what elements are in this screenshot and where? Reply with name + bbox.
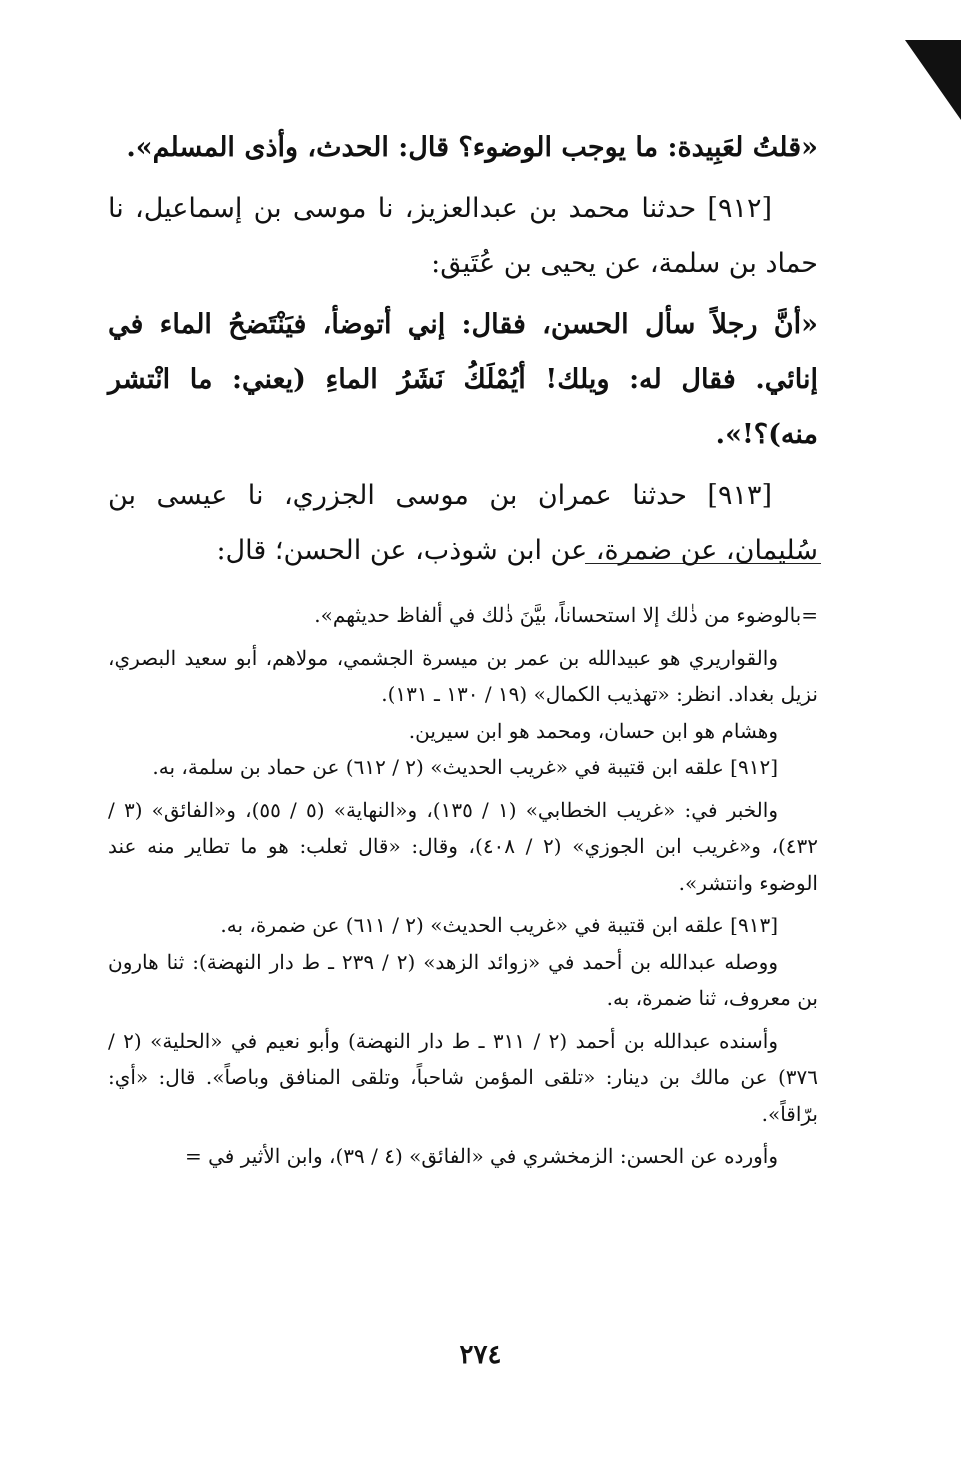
main-text bbox=[108, 120, 818, 578]
footnote-line: وأسنده عبدالله بن أحمد (٢ / ٣١١ ـ ط دار النهضة) وأبو نعيم في «الحلية» (٢ / ٣٧٦) عن مالك بن دينار: «تلقى المؤمن شاحباً، وتلقى المنافق وباصاً». قال: «أي: برّاقاً». bbox=[108, 1028, 818, 1126]
quote-paragraph-2: «أنَّ رجلاً سأل الحسن، فقال: إني أتوضأ، فيَنْتَضحُ الماء في إنائي. فقال له: ويلك! أيُمْلَكُ نَشَرُ الماءِ (يعني: ما انْتشر منه)؟!». bbox=[108, 309, 818, 450]
footnote-line: ووصله عبدالله بن أحمد في «زوائد الزهد» (٢ / ٢٣٩ ـ ط دار النهضة): ثنا هارون بن معروف، ثنا ضمرة، به. bbox=[108, 949, 818, 1010]
corner-triangle-icon bbox=[905, 40, 961, 120]
hadith-913-isnad: [٩١٣] حدثنا عمران بن موسى الجزري، نا عيسى بن سُليمان، عن ضمرة، عن ابن شوذب، عن الحسن؛ قال: bbox=[108, 480, 818, 566]
footnote-line: وهشام هو ابن حسان، ومحمد هو ابن سيرين. bbox=[408, 718, 778, 743]
footnote-line: =بالوضوء من ذٰلك إلا استحساناً، بيَّنَ ذٰلك في ألفاظ حديثهم». bbox=[314, 603, 818, 627]
footnote-line: والخبر في: «غريب الخطابي» (١ / ١٣٥)، و«النهاية» (٥ / ٥٥)، و«الفائق» (٣ / ٤٣٢)، و«غريب ابن الجوزي» (٢ / ٤٠٨)، وقال: «قال ثعلب: هو ما تطاير منه عند الوضوء وانتشر». bbox=[108, 797, 818, 895]
footnote-line: [٩١٣] علقه ابن قتيبة في «غريب الحديث» (٢ / ٦١١) عن ضمرة، به. bbox=[220, 913, 778, 937]
quote-paragraph-1: «قلتُ لعَبِيدة: ما يوجب الوضوء؟ قال: الحدث، وأذى المسلم». bbox=[126, 132, 818, 163]
footnote-line: وأورده عن الحسن: الزمخشري في «الفائق» (٤ / ٣٩)، وابن الأثير في = bbox=[184, 1144, 778, 1168]
footnote-line: [٩١٢] علقه ابن قتيبة في «غريب الحديث» (٢ / ٦١٢) عن حماد بن سلمة، به. bbox=[152, 755, 778, 779]
hadith-912-isnad: [٩١٢] حدثنا محمد بن عبدالعزيز، نا موسى بن إسماعيل، نا حماد بن سلمة، عن يحيى بن عُتَيق: bbox=[108, 193, 818, 279]
footnote-divider bbox=[585, 563, 821, 564]
footnote-line: والقواريري هو عبيدالله بن عمر بن ميسرة الجشمي، مولاهم، أبو سعيد البصري، نزيل بغداد. انظر: «تهذيب الكمال» (١٩ / ١٣٠ ـ ١٣١). bbox=[108, 645, 818, 706]
page-number: ٢٧٤ bbox=[459, 1340, 502, 1370]
footnotes bbox=[108, 597, 818, 1175]
